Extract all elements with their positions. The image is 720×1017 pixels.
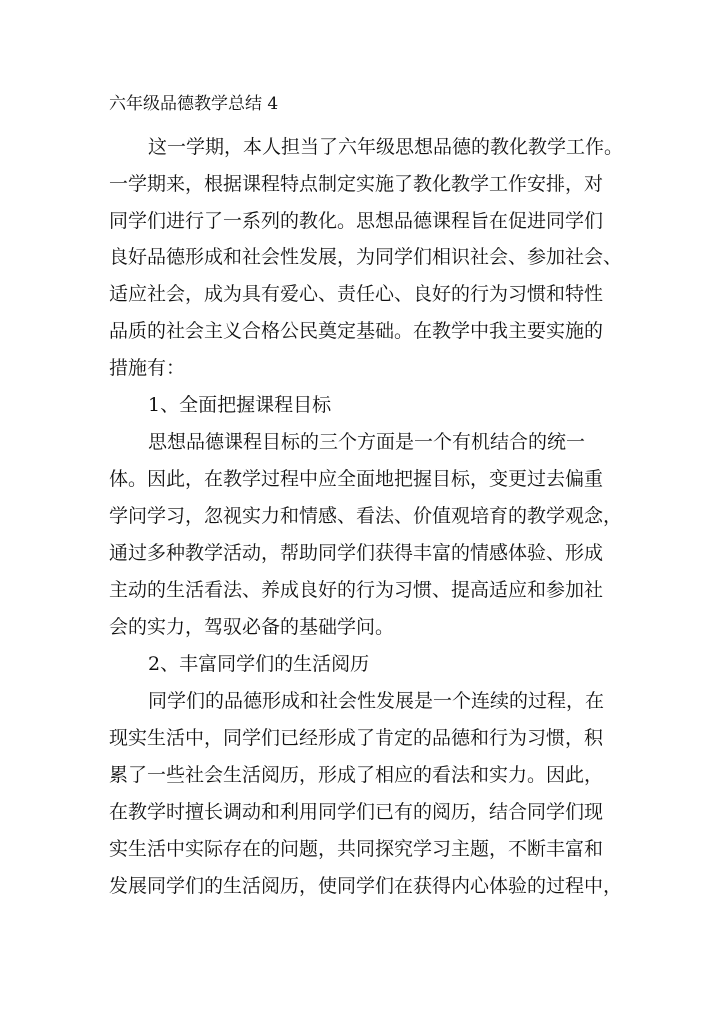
text-line: 学问学习，忽视实力和情感、看法、价值观培育的教学观念， (109, 505, 623, 527)
text-line: 一学期来，根据课程特点制定实施了教化教学工作安排，对 (109, 173, 604, 195)
text-line: 体。因此，在教学过程中应全面地把握目标，变更过去偏重 (109, 468, 604, 490)
text-line: 发展同学们的生活阅历，使同学们在获得内心体验的过程中， (109, 875, 623, 897)
text-line: 良好品德形成和社会性发展，为同学们相识社会、参加社会、 (109, 246, 623, 268)
text-line: 累了一些社会生活阅历，形成了相应的看法和实力。因此， (109, 764, 604, 786)
text-line: 会的实力，驾驭必备的基础学问。 (109, 616, 395, 638)
section-heading: 2、丰富同学们的生活阅历 (148, 653, 370, 675)
text-line: 这一学期，本人担当了六年级思想品德的教化教学工作。 (148, 136, 624, 158)
text-line: 通过多种教学活动，帮助同学们获得丰富的情感体验、形成 (109, 542, 604, 564)
document-title: 六年级品德教学总结 4 (109, 94, 279, 114)
text-line: 品质的社会主义合格公民奠定基础。在教学中我主要实施的 (109, 320, 604, 342)
text-line: 同学们的品德形成和社会性发展是一个连续的过程，在 (148, 690, 605, 712)
text-line: 实生活中实际存在的问题，共同探究学习主题，不断丰富和 (109, 838, 604, 860)
text-line: 主动的生活看法、养成良好的行为习惯、提高适应和参加社 (109, 579, 604, 601)
text-line: 同学们进行了一系列的教化。思想品德课程旨在促进同学们 (109, 210, 604, 232)
section-heading: 1、全面把握课程目标 (148, 394, 332, 416)
text-line: 适应社会，成为具有爱心、责任心、良好的行为习惯和特性 (109, 283, 604, 305)
text-line: 措施有： (109, 357, 186, 379)
text-line: 在教学时擅长调动和利用同学们已有的阅历，结合同学们现 (109, 801, 604, 823)
text-line: 现实生活中，同学们已经形成了肯定的品德和行为习惯，积 (109, 727, 604, 749)
text-line: 思想品德课程目标的三个方面是一个有机结合的统一 (148, 431, 586, 453)
